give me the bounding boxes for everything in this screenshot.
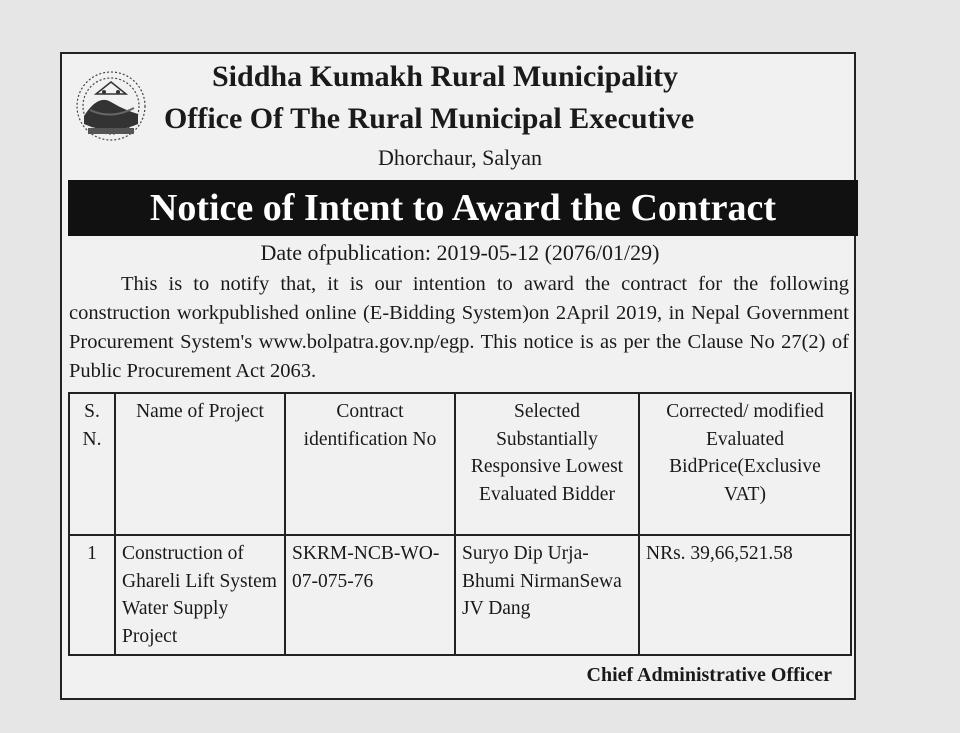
table-header-row	[69, 393, 851, 535]
cell-project-name: Construction of Ghareli Lift System Water Supply Project	[115, 535, 285, 655]
header-sn: S. N.	[69, 393, 115, 535]
nepal-government-emblem-icon	[68, 64, 154, 144]
office-name: Office Of The Rural Municipal Executive	[164, 102, 695, 135]
notice-title-banner	[68, 180, 858, 236]
notice-box	[60, 52, 856, 700]
cell-bid-price: NRs. 39,66,521.58	[639, 535, 851, 655]
contract-award-table	[68, 392, 852, 656]
cell-contract-id: SKRM-NCB-WO-07-075-76	[285, 535, 455, 655]
publication-date: Date ofpublication: 2019-05-12 (2076/01/29)	[260, 240, 660, 265]
office-location: Dhorchaur, Salyan	[377, 145, 543, 170]
cell-selected-bidder: Suryo Dip Urja-Bhumi NirmanSewa JV Dang	[455, 535, 639, 655]
table-row	[69, 535, 851, 655]
header-project-name: Name of Project	[115, 393, 285, 535]
notice-body-text: This is to notify that, it is our intention to award the contract for the following construction workpublished online (E-Bidding System)on 2April 2019, in Nepal Government Procurement System's www.bolpatra.gov.np/egp. This notice is as per the Clause No 27(2) of Public Procurement Act 2063.	[69, 273, 849, 382]
header-bid-price: Corrected/ modified Evaluated BidPrice(Exclusive VAT)	[639, 393, 851, 535]
cell-sn: 1	[69, 535, 115, 655]
notice-title: Notice of Intent to Award the Contract	[149, 187, 777, 229]
municipality-name: Siddha Kumakh Rural Municipality	[212, 60, 678, 93]
signatory-title: Chief Administrative Officer	[586, 664, 832, 686]
notice-body	[69, 270, 849, 386]
header-contract-id: Contract identification No	[285, 393, 455, 535]
header-selected-bidder: Selected Substantially Responsive Lowest Evaluated Bidder	[455, 393, 639, 535]
